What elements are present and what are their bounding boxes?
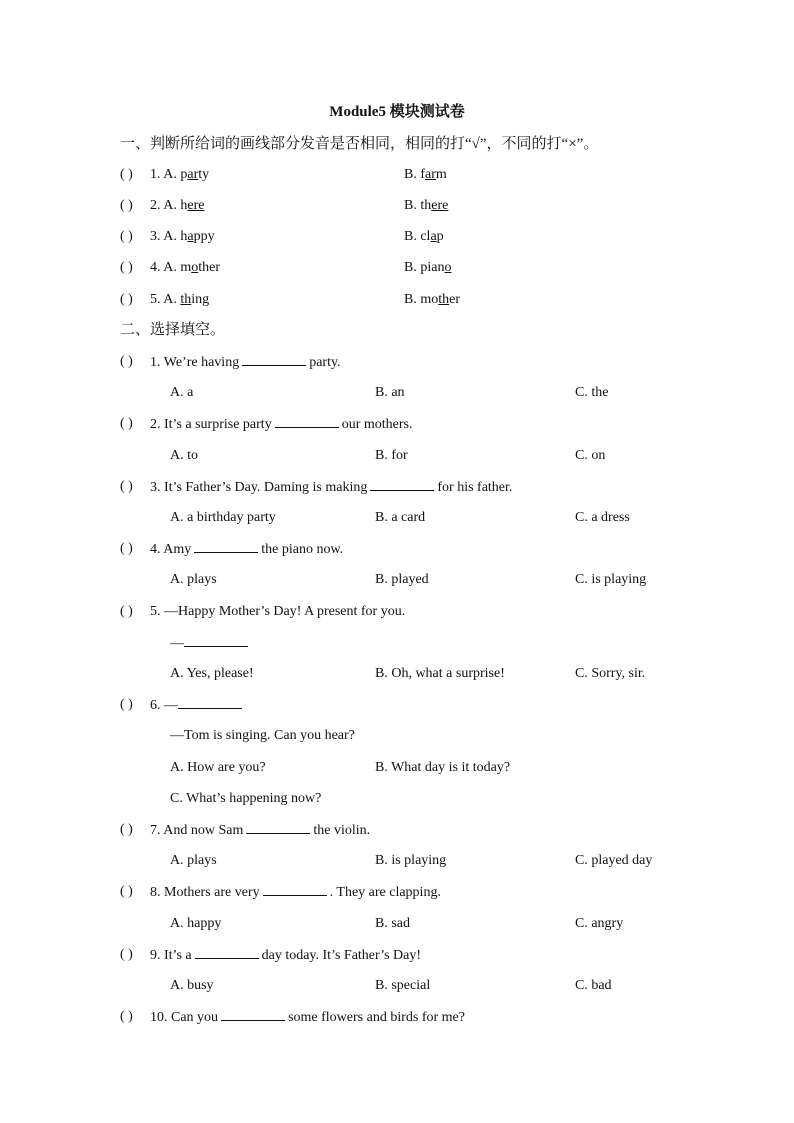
phonics-item-a: 3. A. happy (150, 229, 215, 244)
question-10: 10. Can you some flowers and birds for me? (150, 1010, 465, 1025)
answer-blank (246, 821, 310, 834)
option-c: C. angry (575, 916, 624, 931)
section-1-heading: 一、判断所给词的画线部分发音是否相同，相同的打“√”，不同的打“×”。 (120, 136, 599, 152)
option-b: B. is playing (375, 853, 447, 868)
question-1: 1. We’re having party. (150, 355, 341, 370)
underlined-sound: ere (187, 198, 205, 213)
answer-paren[interactable]: ( ) (120, 697, 133, 712)
option-a: A. a (170, 385, 194, 400)
option-a: A. plays (170, 572, 217, 587)
option-b: B. played (375, 572, 429, 587)
option-a: A. Yes, please! (170, 666, 254, 681)
reply-line: — (170, 634, 251, 653)
option-c: C. What’s happening now? (170, 791, 322, 806)
underlined-sound: th (438, 292, 450, 307)
answer-paren[interactable]: ( ) (120, 822, 133, 837)
question-7: 7. And now Sam the violin. (150, 823, 371, 838)
underlined-sound: o (444, 260, 452, 275)
option-b: B. for (375, 448, 408, 463)
option-c: C. the (575, 385, 609, 400)
option-c: C. Sorry, sir. (575, 666, 646, 681)
answer-blank (184, 634, 248, 647)
answer-paren[interactable]: ( ) (120, 1009, 133, 1024)
underlined-sound: ar (187, 167, 199, 182)
phonics-item-a: 4. A. mother (150, 260, 221, 275)
phonics-item-b: B. clap (404, 229, 444, 244)
answer-blank (275, 415, 339, 428)
reply-line: —Tom is singing. Can you hear? (170, 728, 355, 743)
answer-paren[interactable]: ( ) (120, 604, 133, 619)
answer-paren[interactable]: ( ) (120, 884, 133, 899)
underlined-sound: a (187, 229, 194, 244)
option-a: A. happy (170, 916, 222, 931)
answer-blank (370, 478, 434, 491)
phonics-item-a: 5. A. thing (150, 292, 210, 307)
phonics-item-b: B. piano (404, 260, 452, 275)
page-title: Module5 模块测试卷 (329, 104, 465, 120)
underlined-sound: o (191, 260, 199, 275)
answer-paren[interactable]: ( ) (120, 260, 133, 275)
phonics-item-b: B. there (404, 198, 449, 213)
answer-blank (263, 883, 327, 896)
option-b: B. What day is it today? (375, 760, 511, 775)
section-2-heading: 二、选择填空。 (120, 322, 226, 338)
option-a: A. How are you? (170, 760, 266, 775)
option-b: B. an (375, 385, 405, 400)
underlined-sound: ar (425, 167, 436, 182)
option-c: C. a dress (575, 510, 630, 525)
answer-paren[interactable]: ( ) (120, 541, 133, 556)
underlined-sound: th (180, 292, 192, 307)
question-8: 8. Mothers are very . They are clapping. (150, 885, 441, 900)
option-b: B. sad (375, 916, 410, 931)
option-c: C. is playing (575, 572, 647, 587)
answer-blank (221, 1008, 285, 1021)
underlined-sound: ere (431, 198, 449, 213)
answer-paren[interactable]: ( ) (120, 292, 133, 307)
option-a: A. plays (170, 853, 217, 868)
answer-blank (178, 696, 242, 709)
option-c: C. bad (575, 978, 612, 993)
underlined-sound: a (430, 229, 437, 244)
answer-paren[interactable]: ( ) (120, 229, 133, 244)
option-a: A. busy (170, 978, 214, 993)
question-3: 3. It’s Father’s Day. Daming is making for his father. (150, 480, 513, 495)
phonics-item-b: B. farm (404, 167, 447, 182)
phonics-item-b: B. mother (404, 292, 461, 307)
option-a: A. a birthday party (170, 510, 276, 525)
option-a: A. to (170, 448, 198, 463)
phonics-item-a: 1. A. party (150, 167, 210, 182)
option-c: C. played day (575, 853, 653, 868)
answer-paren[interactable]: ( ) (120, 198, 133, 213)
option-b: B. special (375, 978, 431, 993)
phonics-item-a: 2. A. here (150, 198, 205, 213)
answer-paren[interactable]: ( ) (120, 947, 133, 962)
answer-paren[interactable]: ( ) (120, 167, 133, 182)
question-2: 2. It’s a surprise party our mothers. (150, 417, 413, 432)
answer-blank (242, 353, 306, 366)
question-4: 4. Amy the piano now. (150, 542, 344, 557)
answer-blank (194, 540, 258, 553)
answer-paren[interactable]: ( ) (120, 354, 133, 369)
option-b: B. Oh, what a surprise! (375, 666, 505, 681)
option-c: C. on (575, 448, 606, 463)
answer-paren[interactable]: ( ) (120, 479, 133, 494)
answer-paren[interactable]: ( ) (120, 416, 133, 431)
question-9: 9. It’s a day today. It’s Father’s Day! (150, 948, 422, 963)
question-5: 5. —Happy Mother’s Day! A present for you. (150, 604, 406, 619)
option-b: B. a card (375, 510, 426, 525)
answer-blank (195, 946, 259, 959)
question-6: 6. — (150, 696, 245, 715)
